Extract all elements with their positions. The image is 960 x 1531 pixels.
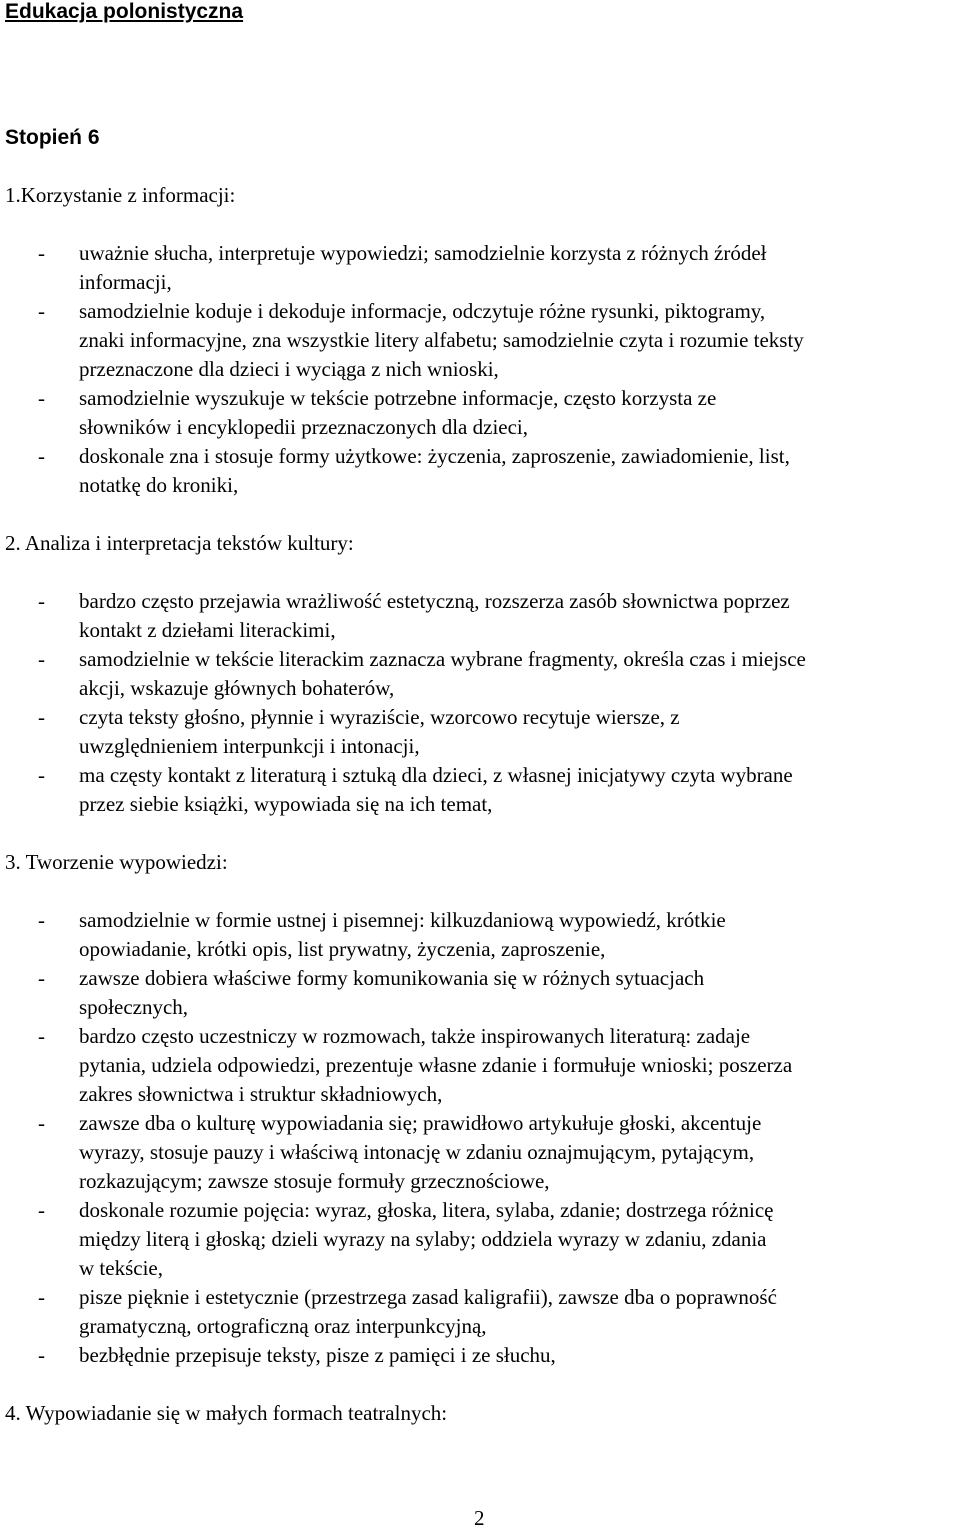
list-bullet: -: [38, 1111, 45, 1135]
list-bullet: -: [38, 647, 45, 671]
list-item-line: rozkazującym; zawsze stosuje formuły grzecznościowe,: [79, 1169, 550, 1193]
list-bullet: -: [38, 241, 45, 265]
list-item-line: doskonale rozumie pojęcia: wyraz, głoska, litera, sylaba, zdanie; dostrzega różnicę: [79, 1198, 774, 1222]
list-item-line: między literą i głoską; dzieli wyrazy na sylaby; oddziela wyrazy w zdaniu, zdania: [79, 1227, 767, 1251]
list-item-line: zawsze dobiera właściwe formy komunikowania się w różnych sytuacjach: [79, 966, 705, 990]
list-item-line: notatkę do kroniki,: [79, 473, 239, 497]
list-item-line: zakres słownictwa i struktur składniowych,: [79, 1082, 443, 1106]
list-item-line: bezbłędnie przepisuje teksty, pisze z pamięci i ze słuchu,: [79, 1343, 556, 1367]
list-item-line: ma częsty kontakt z literaturą i sztuką dla dzieci, z własnej inicjatywy czyta wybrane: [79, 763, 793, 787]
list-bullet: -: [38, 705, 45, 729]
list-bullet: -: [38, 908, 45, 932]
list-item-line: uważnie słucha, interpretuje wypowiedzi; samodzielnie korzysta z różnych źródeł: [79, 241, 767, 265]
list-item-line: słowników i encyklopedii przeznaczonych dla dzieci,: [79, 415, 528, 439]
list-bullet: -: [38, 966, 45, 990]
list-item-line: znaki informacyjne, zna wszystkie litery alfabetu; samodzielnie czyta i rozumie teksty: [79, 328, 804, 352]
list-bullet: -: [38, 1343, 45, 1367]
list-bullet: -: [38, 1198, 45, 1222]
list-item-line: czyta teksty głośno, płynnie i wyraziście, wzorcowo recytuje wiersze, z: [79, 705, 680, 729]
list-item-line: zawsze dba o kulturę wypowiadania się; prawidłowo artykułuje głoski, akcentuje: [79, 1111, 762, 1135]
list-item-line: w tekście,: [79, 1256, 163, 1280]
section-heading: 1.Korzystanie z informacji:: [5, 183, 236, 207]
list-item-line: doskonale zna i stosuje formy użytkowe: życzenia, zaproszenie, zawiadomienie, list,: [79, 444, 790, 468]
level-heading: Stopień 6: [5, 126, 100, 149]
list-item-line: bardzo często uczestniczy w rozmowach, także inspirowanych literaturą: zadaje: [79, 1024, 751, 1048]
list-bullet: -: [38, 386, 45, 410]
list-item-line: gramatyczną, ortograficzną oraz interpunkcyjną,: [79, 1314, 487, 1338]
section-heading: 4. Wypowiadanie się w małych formach teatralnych:: [5, 1401, 448, 1425]
section-heading: 2. Analiza i interpretacja tekstów kultury:: [5, 531, 354, 555]
list-item-line: samodzielnie koduje i dekoduje informacje, odczytuje różne rysunki, piktogramy,: [79, 299, 766, 323]
list-item-line: wyrazy, stosuje pauzy i właściwą intonację w zdaniu oznajmującym, pytającym,: [79, 1140, 755, 1164]
list-item-line: społecznych,: [79, 995, 189, 1019]
list-bullet: -: [38, 299, 45, 323]
list-item-line: przeznaczone dla dzieci i wyciąga z nich wnioski,: [79, 357, 499, 381]
section-heading: 3. Tworzenie wypowiedzi:: [5, 850, 228, 874]
list-item-line: samodzielnie w tekście literackim zaznacza wybrane fragmenty, określa czas i miejsce: [79, 647, 806, 671]
list-item-line: akcji, wskazuje głównych bohaterów,: [79, 676, 395, 700]
list-item-line: opowiadanie, krótki opis, list prywatny, życzenia, zaproszenie,: [79, 937, 606, 961]
list-bullet: -: [38, 589, 45, 613]
list-bullet: -: [38, 1024, 45, 1048]
list-item-line: pytania, udziela odpowiedzi, prezentuje własne zdanie i formułuje wnioski; poszerza: [79, 1053, 793, 1077]
list-item-line: samodzielnie w formie ustnej i pisemnej: kilkuzdaniową wypowiedź, krótkie: [79, 908, 726, 932]
document-title: Edukacja polonistyczna: [5, 0, 244, 23]
list-bullet: -: [38, 1285, 45, 1309]
list-item-line: kontakt z dziełami literackimi,: [79, 618, 336, 642]
list-item-line: pisze pięknie i estetycznie (przestrzega zasad kaligrafii), zawsze dba o poprawność: [79, 1285, 777, 1309]
list-item-line: uwzględnieniem interpunkcji i intonacji,: [79, 734, 420, 758]
list-item-line: przez siebie książki, wypowiada się na ich temat,: [79, 792, 493, 816]
list-item-line: informacji,: [79, 270, 172, 294]
list-bullet: -: [38, 763, 45, 787]
page-number: 2: [474, 1506, 485, 1530]
list-item-line: bardzo często przejawia wrażliwość estetyczną, rozszerza zasób słownictwa poprzez: [79, 589, 790, 613]
list-item-line: samodzielnie wyszukuje w tekście potrzebne informacje, często korzysta ze: [79, 386, 717, 410]
list-bullet: -: [38, 444, 45, 468]
